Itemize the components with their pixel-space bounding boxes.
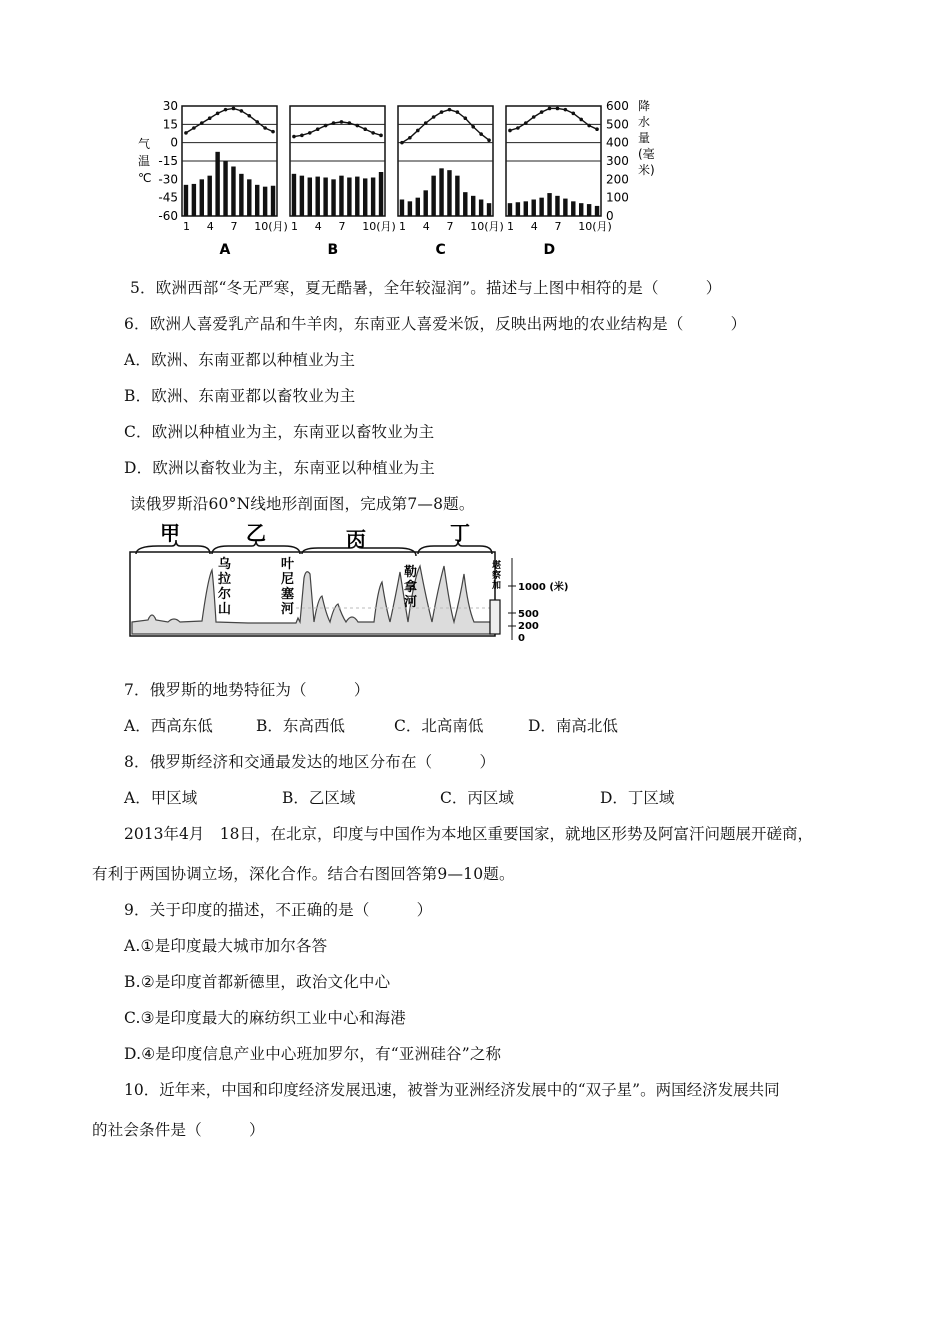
temperature-point (524, 121, 528, 125)
month-tick-label: 10(月) (254, 220, 288, 233)
climate-panel-d (506, 106, 612, 258)
precip-bar (315, 177, 319, 216)
temperature-point (208, 116, 212, 120)
month-tick-label: 7 (554, 220, 562, 233)
temperature-point (587, 124, 591, 128)
temp-axis-label-char: 温 (138, 154, 151, 168)
temperature-point (532, 115, 536, 119)
question-8: 8．俄罗斯经济和交通最发达的地区分布在（ ） (124, 753, 496, 771)
month-tick-label: 4 (314, 220, 322, 233)
precip-tick-label: 0 (606, 209, 614, 223)
precip-tick-label: 200 (606, 172, 629, 187)
elev-tick-500: 500 (518, 609, 539, 620)
precip-bar (263, 187, 267, 216)
precip-bar (207, 176, 211, 216)
month-tick-label: 4 (530, 220, 538, 233)
temperature-point (432, 115, 436, 119)
precip-bar (447, 170, 451, 216)
q7-option-c: C．北高南低 (394, 717, 484, 735)
precip-axis-label-char: (毫 (638, 147, 655, 161)
intro-questions-7-8: 读俄罗斯沿60°N线地形剖面图，完成第7—8题。 (130, 495, 475, 513)
yenisei-char-4: 河 (281, 602, 295, 617)
question-9-option-d: D.④是印度信息产业中心班加罗尔，有“亚洲硅谷”之称 (124, 1045, 502, 1063)
temperature-point (255, 120, 259, 124)
precip-bar (239, 174, 243, 216)
month-tick-label: 10(月) (578, 220, 612, 233)
question-6-option-d: D．欧洲以畜牧业为主，东南亚以种植业为主 (124, 459, 435, 477)
month-tick-label: 1 (507, 220, 514, 233)
elev-tick-200: 200 (518, 621, 539, 632)
precip-axis-label-char: 量 (638, 131, 651, 145)
temp-axis-label-char: 气 (138, 137, 151, 151)
precip-bar (587, 204, 591, 216)
intro-questions-9-10-line-2: 有利于两国协调立场，深化合作。结合右图回答第9—10题。 (92, 865, 515, 883)
question-6-option-a: A．欧洲、东南亚都以种植业为主 (124, 351, 356, 369)
lena-char-3: 河 (404, 595, 418, 610)
precip-tick-label: 400 (606, 135, 629, 150)
temperature-point (516, 126, 520, 130)
precip-bar (471, 196, 475, 216)
temperature-point (400, 141, 404, 145)
precip-bar (247, 179, 251, 216)
precip-bar (508, 203, 512, 216)
precip-tick-label: 300 (606, 154, 629, 168)
precip-bar (463, 192, 467, 216)
panel-label: A (219, 242, 231, 258)
temp-axis-label-char: ℃ (138, 171, 152, 185)
climate-panel-c (398, 106, 504, 258)
question-6: 6．欧洲人喜爱乳产品和牛羊肉，东南亚人喜爱米饭，反映出两地的农业结构是（ ） (124, 315, 747, 333)
month-tick-label: 4 (422, 220, 430, 233)
yenisei-char-1: 叶 (281, 557, 295, 572)
climate-panel-a (182, 106, 288, 258)
precip-bar (571, 201, 575, 216)
question-9-option-b: B.②是印度首都新德里，政治文化中心 (124, 973, 391, 991)
precip-bar (547, 193, 551, 216)
precip-bar (423, 190, 427, 216)
precip-tick-label: 100 (606, 190, 629, 205)
precip-bar (308, 178, 312, 217)
temp-tick-label: 30 (162, 99, 178, 113)
precip-bar (292, 174, 296, 216)
climate-chart-figure (120, 96, 680, 261)
precip-bar (323, 178, 327, 217)
precip-bar (439, 168, 443, 216)
temperature-point (324, 124, 328, 128)
month-tick-label: 7 (446, 220, 454, 233)
question-8-options (124, 786, 724, 808)
precip-bar (595, 206, 599, 216)
precip-bar (223, 161, 227, 216)
temperature-point (508, 129, 512, 133)
temperature-point (184, 131, 188, 135)
region-ding: 丁 (450, 521, 470, 545)
precip-bar (300, 176, 304, 216)
temperature-point (595, 127, 599, 131)
precip-axis-label-char: 米) (638, 163, 655, 177)
temperature-point (564, 108, 568, 112)
question-10-line-2: 的社会条件是（ ） (92, 1121, 265, 1139)
precip-axis-label-char: 降 (638, 99, 651, 113)
temperature-point (371, 131, 375, 135)
precip-bar (455, 176, 459, 216)
temperature-point (556, 107, 560, 111)
question-7: 7．俄罗斯的地势特征为（ ） (124, 681, 370, 699)
ural-char-4: 山 (218, 602, 232, 617)
temperature-point (440, 110, 444, 114)
coast-char-1: 堪 (492, 561, 502, 571)
temperature-point (408, 136, 412, 140)
temperature-point (363, 127, 367, 131)
precip-tick-label: 600 (606, 99, 629, 113)
precip-bar (524, 201, 528, 216)
month-tick-label: 1 (291, 220, 298, 233)
elev-tick-1000: 1000 (米) (518, 582, 569, 593)
ural-char-3: 尔 (218, 587, 232, 602)
month-tick-label: 7 (338, 220, 346, 233)
elev-tick-0: 0 (518, 633, 525, 644)
ural-char-1: 乌 (218, 557, 232, 572)
temperature-point (348, 121, 352, 125)
temp-tick-label: -30 (158, 172, 178, 187)
terrain-profile-figure (128, 518, 598, 648)
temp-tick-label: -60 (158, 209, 178, 223)
precip-bar (563, 199, 567, 216)
temperature-point (292, 135, 296, 139)
q8-option-b: B．乙区域 (282, 789, 356, 807)
yenisei-char-3: 塞 (281, 587, 295, 602)
yenisei-char-2: 尼 (281, 572, 295, 587)
question-7-options (124, 714, 724, 736)
temperature-point (540, 110, 544, 114)
temp-tick-label: 0 (170, 135, 178, 150)
precip-bar (331, 179, 335, 216)
precip-bar (379, 172, 383, 216)
precip-bar (255, 185, 259, 216)
precip-bar (531, 200, 535, 217)
temperature-point (216, 112, 220, 116)
temperature-point (456, 110, 460, 114)
question-6-option-c: C．欧洲以种植业为主，东南亚以畜牧业为主 (124, 423, 435, 441)
question-5: 5．欧洲西部“冬无严寒，夏无酷暑，全年较湿润”。描述与上图中相符的是（ ） (130, 279, 722, 297)
panel-label: C (435, 242, 446, 258)
temperature-point (271, 130, 275, 134)
temperature-point (548, 107, 552, 111)
temperature-point (487, 138, 491, 142)
question-10-line-1: 10．近年来，中国和印度经济发展迅速，被誉为亚洲经济发展中的“双子星”。两国经济发展共同 (124, 1081, 780, 1099)
temperature-point (355, 124, 359, 128)
temperature-point (424, 121, 428, 125)
q8-option-a: A．甲区域 (124, 789, 198, 807)
temperature-point (263, 126, 267, 130)
q8-option-d: D．丁区域 (600, 789, 675, 807)
month-tick-label: 10(月) (362, 220, 396, 233)
q8-option-c: C．丙区域 (440, 789, 514, 807)
temperature-point (200, 121, 204, 125)
precip-bar (539, 198, 543, 216)
precip-bar (347, 178, 351, 217)
precip-bar (271, 186, 275, 216)
q7-option-d: D．南高北低 (528, 717, 618, 735)
temperature-point (463, 116, 467, 120)
temperature-point (224, 108, 228, 112)
precip-tick-label: 500 (606, 117, 629, 132)
question-9: 9．关于印度的描述，不正确的是（ ） (124, 901, 433, 919)
precip-bar (516, 202, 520, 216)
precip-bar (431, 176, 435, 216)
temperature-point (379, 134, 383, 138)
precip-bar (479, 200, 483, 217)
precip-bar (192, 184, 196, 216)
precip-bar (339, 176, 343, 216)
temp-tick-label: -15 (158, 154, 178, 168)
month-tick-label: 1 (183, 220, 190, 233)
month-tick-label: 10(月) (470, 220, 504, 233)
temperature-point (192, 126, 196, 130)
precip-bar (363, 178, 367, 216)
temperature-point (579, 118, 583, 122)
temperature-point (448, 108, 452, 112)
temperature-point (247, 114, 251, 118)
temperature-point (471, 125, 475, 129)
precip-bar (555, 196, 559, 216)
month-tick-label: 1 (399, 220, 406, 233)
temperature-point (316, 127, 320, 131)
precip-bar (416, 198, 420, 216)
precip-bar (215, 152, 219, 216)
precip-bar (371, 178, 375, 217)
q7-option-a: A．西高东低 (124, 717, 213, 735)
temperature-point (300, 134, 304, 138)
region-bing: 丙 (346, 527, 366, 551)
ural-char-2: 拉 (218, 572, 232, 587)
question-9-option-a: A.①是印度最大城市加尔各答 (124, 937, 328, 955)
precip-bar (200, 179, 204, 216)
coast-char-2: 察 (492, 571, 502, 581)
temperature-point (308, 131, 312, 135)
temperature-point (416, 129, 420, 133)
precip-bar (579, 203, 583, 216)
question-9-option-c: C.③是印度最大的麻纺织工业中心和海港 (124, 1009, 406, 1027)
intro-questions-9-10-line-1: 2013年4月 18日，在北京，印度与中国作为本地区重要国家，就地区形势及阿富汗问题展开磋商， (124, 825, 814, 843)
panel-label: D (543, 242, 556, 258)
lena-char-1: 勒 (404, 565, 418, 580)
precip-bar (487, 203, 491, 216)
temp-tick-label: 15 (162, 117, 178, 132)
temp-tick-label: -45 (158, 190, 178, 205)
temperature-point (479, 132, 483, 136)
panel-label: B (327, 242, 339, 258)
q7-option-b: B．东高西低 (256, 717, 345, 735)
lena-char-2: 拿 (404, 580, 418, 595)
temperature-point (232, 107, 236, 111)
region-yi: 乙 (246, 521, 266, 545)
region-jia: 甲 (160, 521, 180, 545)
precip-bar (184, 185, 188, 216)
precip-bar (231, 167, 235, 217)
question-6-option-b: B．欧洲、东南亚都以畜牧业为主 (124, 387, 356, 405)
temperature-point (240, 109, 244, 113)
precip-bar (400, 200, 404, 217)
month-tick-label: 7 (230, 220, 238, 233)
temperature-point (332, 121, 336, 125)
month-tick-label: 4 (206, 220, 214, 233)
climate-panel-b (290, 106, 396, 258)
precip-bar (408, 201, 412, 216)
precip-bar (355, 177, 359, 216)
coast-char-3: 加 (492, 581, 502, 591)
temperature-point (340, 120, 344, 124)
temperature-point (571, 112, 575, 116)
precip-axis-label-char: 水 (638, 115, 651, 129)
